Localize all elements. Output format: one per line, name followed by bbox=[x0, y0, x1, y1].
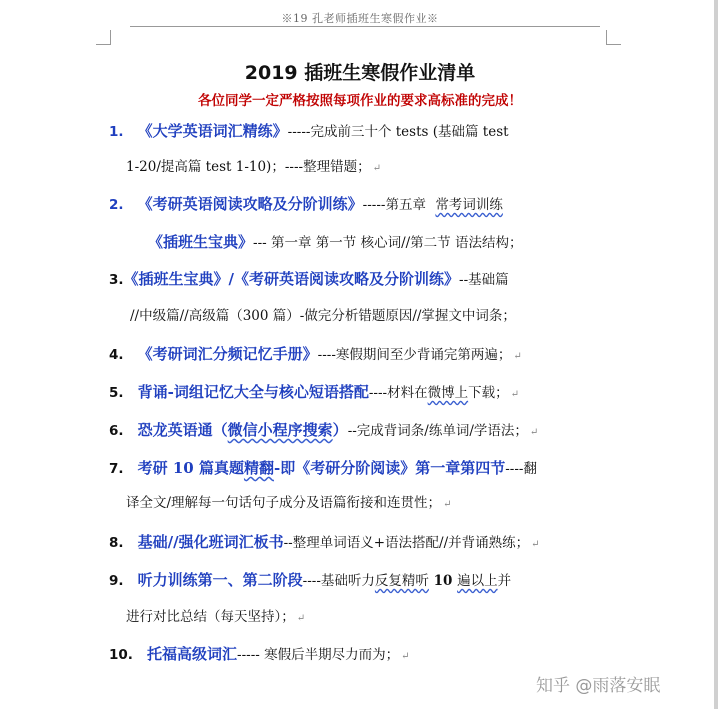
item-desc-underlined: 反复精听 bbox=[374, 573, 429, 589]
item-desc: ----材料在 bbox=[368, 385, 428, 401]
item-book: 《考研英语阅读攻略及分阶训练》 bbox=[137, 195, 363, 213]
item-desc: 进行对比总结（每天坚持）； bbox=[126, 609, 295, 625]
item-desc: ----- 寒假后半期尽力而为； bbox=[237, 647, 400, 663]
item-desc: 10 bbox=[428, 573, 458, 589]
list-item-9 bbox=[109, 569, 511, 590]
paragraph-mark: ↵ bbox=[372, 163, 381, 174]
item-desc: --完成背词条/练单词/学语法； bbox=[347, 423, 528, 439]
list-item-8 bbox=[109, 531, 540, 552]
list-item-2 bbox=[109, 193, 503, 214]
item-book: -即《考研分阶阅读》第一章第四节 bbox=[273, 459, 506, 477]
item-desc-underlined: 微博上 bbox=[427, 385, 469, 401]
list-item-7 bbox=[109, 457, 537, 478]
page-header: ※19 孔老师插班生寒假作业※ bbox=[281, 12, 439, 25]
item-number: 5. bbox=[109, 385, 124, 401]
list-item-2-cont bbox=[148, 231, 522, 252]
paragraph-mark: ↵ bbox=[529, 427, 539, 438]
list-item-3 bbox=[109, 268, 509, 289]
item-book: 托福高级词汇 bbox=[147, 645, 238, 663]
margin-corner-right bbox=[606, 30, 621, 45]
item-desc-underlined: 常考词训练 bbox=[435, 197, 503, 213]
item-number: 7. bbox=[109, 461, 124, 477]
list-item-10 bbox=[109, 643, 410, 664]
item-book: 《大学英语词汇精练》 bbox=[137, 122, 288, 140]
item-number: 8. bbox=[109, 535, 124, 551]
item-desc: 并 bbox=[497, 573, 512, 589]
item-number: 1. bbox=[109, 124, 124, 140]
list-item-1 bbox=[109, 120, 509, 141]
document-title: 2019 插班生寒假作业清单 bbox=[244, 62, 476, 84]
item-desc: --基础篇 bbox=[459, 272, 509, 288]
item-book: 基础//强化班词汇板书 bbox=[137, 533, 284, 551]
header-rule bbox=[130, 26, 600, 27]
item-number: 3. bbox=[109, 272, 124, 288]
paragraph-mark: ↵ bbox=[296, 613, 306, 624]
list-item-9-cont bbox=[126, 605, 305, 625]
item-book-underlined: 微信小程序搜索 bbox=[227, 421, 333, 439]
item-desc: ----寒假期间至少背诵完第两遍； bbox=[317, 347, 512, 363]
item-desc: -----第五章 bbox=[362, 197, 426, 213]
item-desc: --- 第一章 第一节 核心词//第二节 语法结构； bbox=[253, 235, 523, 251]
item-book: 听力训练第一、第二阶段 bbox=[137, 571, 303, 589]
item-desc: 下载； bbox=[468, 385, 509, 401]
document-subtitle: 各位同学一定严格按照每项作业的要求高标准的完成！ bbox=[198, 93, 522, 109]
list-item-4 bbox=[109, 343, 522, 364]
list-item-6 bbox=[109, 419, 538, 440]
list-item-5 bbox=[109, 381, 519, 402]
item-desc-underlined: 遍以上 bbox=[457, 573, 498, 589]
paragraph-mark: ↵ bbox=[531, 539, 540, 550]
item-number: 2. bbox=[109, 197, 124, 213]
paragraph-mark: ↵ bbox=[443, 499, 452, 510]
item-book: 《考研词汇分频记忆手册》 bbox=[137, 345, 318, 363]
item-desc: --整理单词语义+语法搭配//并背诵熟练； bbox=[283, 535, 530, 551]
item-desc: -----完成前三十个 tests (基础篇 test bbox=[287, 124, 509, 140]
item-desc: 1-20/提高篇 test 1-10)；----整理错题； bbox=[126, 159, 371, 175]
item-desc: ----基础听力 bbox=[302, 573, 375, 589]
item-book: 恐龙英语通（ bbox=[137, 421, 228, 439]
item-desc: //中级篇//高级篇（300 篇）-做完分析错题原因//掌握文中词条； bbox=[130, 308, 516, 324]
list-item-1-cont bbox=[126, 155, 381, 175]
item-book: ） bbox=[332, 421, 348, 439]
paragraph-mark: ↵ bbox=[510, 389, 520, 400]
list-item-7-cont bbox=[126, 491, 451, 511]
item-number: 6. bbox=[109, 423, 124, 439]
item-book: 《插班生宝典》/《考研英语阅读攻略及分阶训练》 bbox=[123, 270, 460, 288]
paragraph-mark: ↵ bbox=[401, 651, 410, 662]
zhihu-watermark: 知乎 @雨落安眠 bbox=[536, 676, 661, 696]
item-number: 4. bbox=[109, 347, 124, 363]
item-number: 10. bbox=[109, 647, 133, 663]
margin-corner-left bbox=[96, 30, 111, 45]
item-number: 9. bbox=[109, 573, 124, 589]
item-book: 考研 10 篇真题 bbox=[137, 459, 244, 477]
item-book: 背诵-词组记忆大全与核心短语搭配 bbox=[137, 383, 369, 401]
list-item-3-cont bbox=[130, 304, 516, 324]
item-desc: 译全文/理解每一句话句子成分及语篇衔接和连贯性； bbox=[126, 495, 442, 511]
item-book: 《插班生宝典》 bbox=[148, 233, 254, 251]
paragraph-mark: ↵ bbox=[513, 351, 522, 362]
item-book-underlined: 精翻 bbox=[243, 459, 274, 477]
item-desc: ----翻 bbox=[505, 461, 537, 477]
